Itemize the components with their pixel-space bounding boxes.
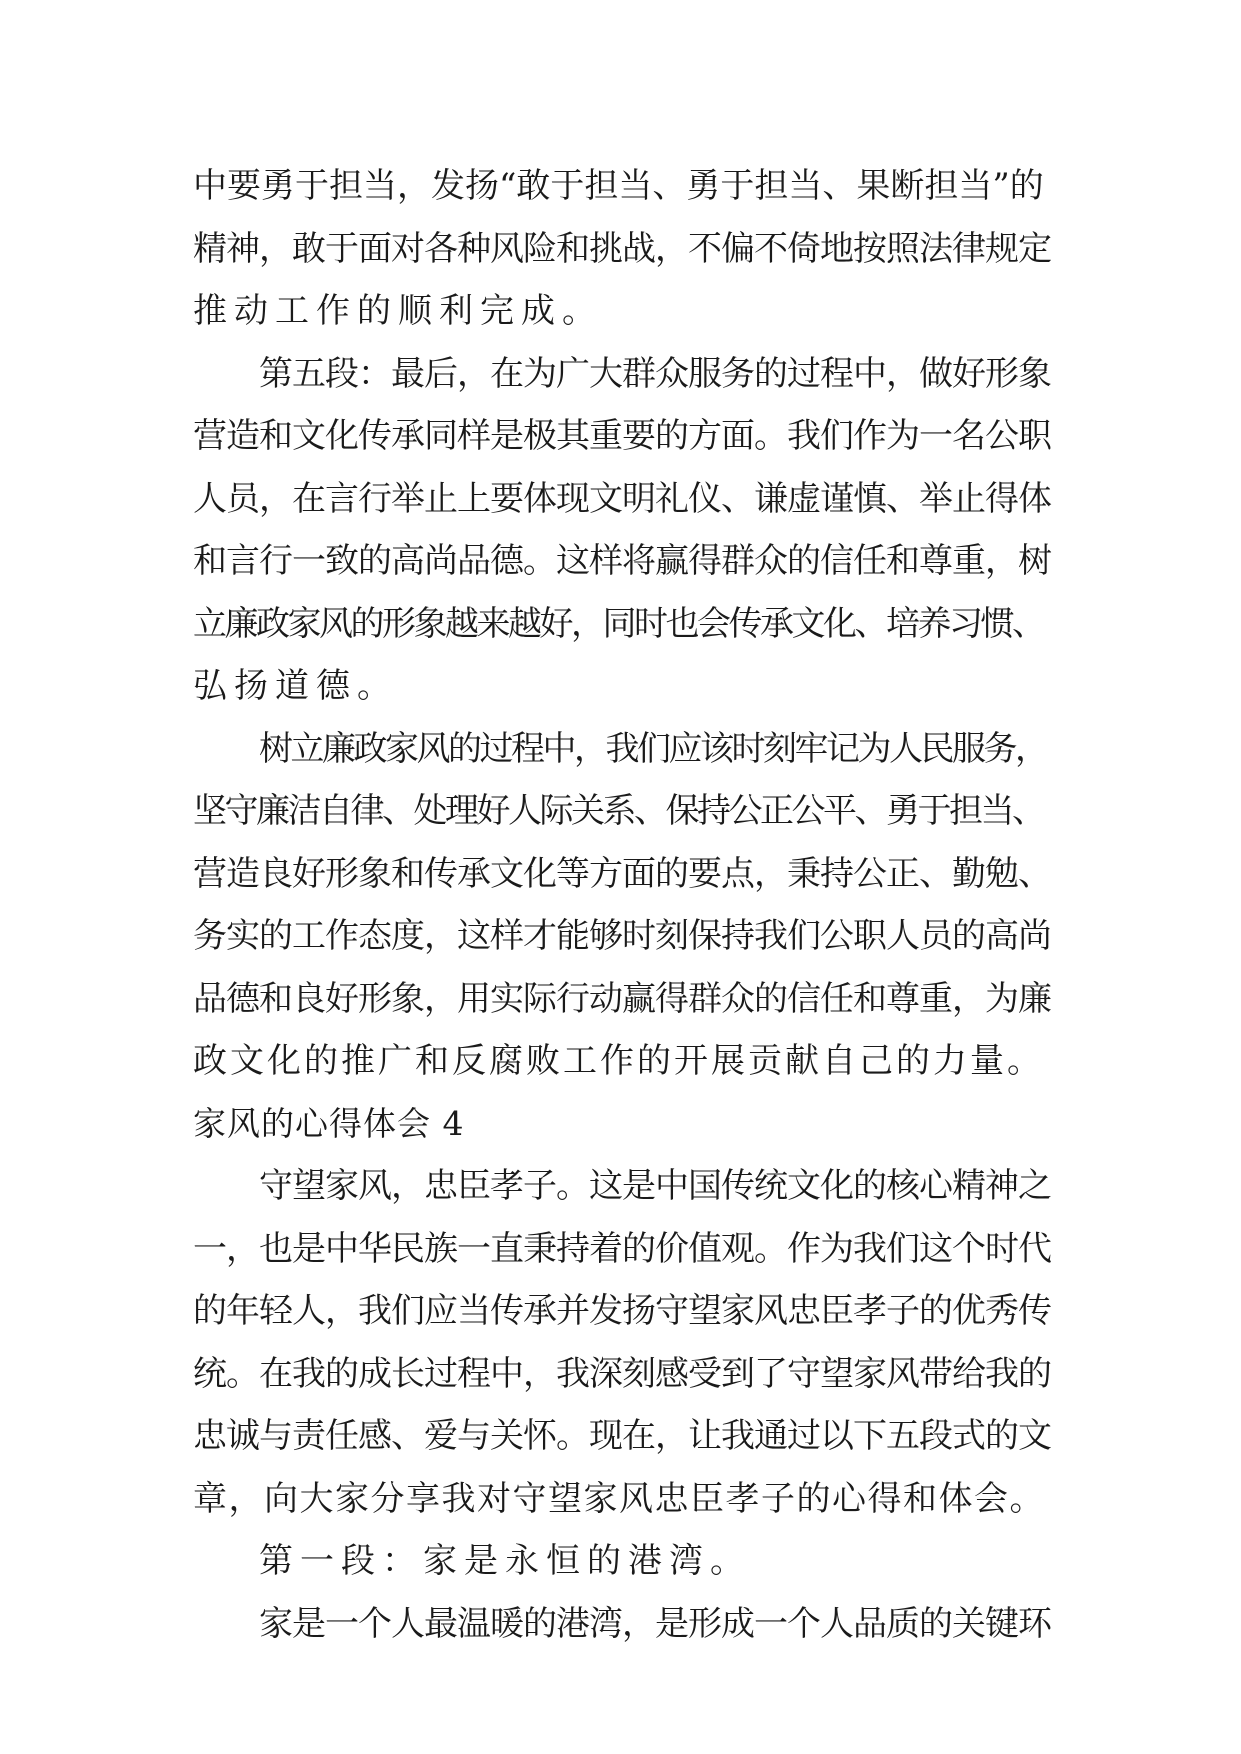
text-line: 推动工作的顺利完成。 (193, 291, 603, 331)
text-line: 家是一个人最温暖的港湾，是形成一个人品质的关键环 (259, 1603, 1051, 1644)
text-line: 第一段：家是永恒的港湾。 (259, 1541, 751, 1581)
text-line: 统。在我的成长过程中，我深刻感受到了守望家风带给我的 (193, 1353, 1051, 1394)
text-line: 坚守廉洁自律、处理好人际关系、保持公正公平、勇于担当、 (193, 791, 1044, 831)
text-line: 精神，敢于面对各种风险和挑战，不偏不倚地按照法律规定 (193, 228, 1051, 269)
section-heading (193, 1093, 1053, 1156)
text-line: 一，也是中华民族一直秉持着的价值观。作为我们这个时代 (193, 1228, 1051, 1269)
text-line: 忠诚与责任感、爱与关怀。现在，让我通过以下五段式的文 (193, 1416, 1051, 1456)
text-line: 和言行一致的高尚品德。这样将赢得群众的信任和尊重，树 (193, 541, 1051, 581)
text-line: 守望家风，忠臣孝子。这是中国传统文化的核心精神之 (259, 1166, 1051, 1206)
text-line: 树立廉政家风的过程中，我们应该时刻牢记为人民服务， (259, 728, 1047, 769)
text-line: 章，向大家分享我对守望家风忠臣孝子的心得和体会。 (193, 1478, 1045, 1519)
document-page (193, 155, 1053, 1655)
para-first-section-title (193, 1530, 1053, 1593)
text-line: 营造和文化传承同样是极其重要的方面。我们作为一名公职 (193, 416, 1051, 456)
para-continued (193, 155, 1053, 343)
text-line: 政文化的推广和反腐败工作的开展贡献自己的力量。 (193, 1041, 1044, 1081)
text-line: 中要勇于担当，发扬“敢于担当、勇于担当、果断担当”的 (193, 166, 1044, 206)
para-intro (193, 1155, 1053, 1530)
text-line: 的年轻人，我们应当传承并发扬守望家风忠臣孝子的优秀传 (193, 1291, 1051, 1331)
text-line: 务实的工作态度，这样才能够时刻保持我们公职人员的高尚 (193, 916, 1051, 956)
text-line: 第五段：最后，在为广大群众服务的过程中，做好形象 (259, 353, 1051, 394)
para-fifth-section (193, 343, 1053, 718)
para-first-section-body (193, 1593, 1053, 1656)
text-line: 营造良好形象和传承文化等方面的要点，秉持公正、勤勉、 (193, 853, 1051, 894)
heading-line: 家风的心得体会 4 (193, 1103, 465, 1143)
text-line: 立廉政家风的形象越来越好，同时也会传承文化、培养习惯、 (193, 603, 1044, 644)
text-line: 人员，在言行举止上要体现文明礼仪、谦虚谨慎、举止得体 (193, 478, 1051, 519)
text-line: 弘扬道德。 (193, 666, 398, 706)
text-line: 品德和良好形象，用实际行动赢得群众的信任和尊重，为廉 (193, 978, 1051, 1019)
para-conclusion (193, 718, 1053, 1093)
